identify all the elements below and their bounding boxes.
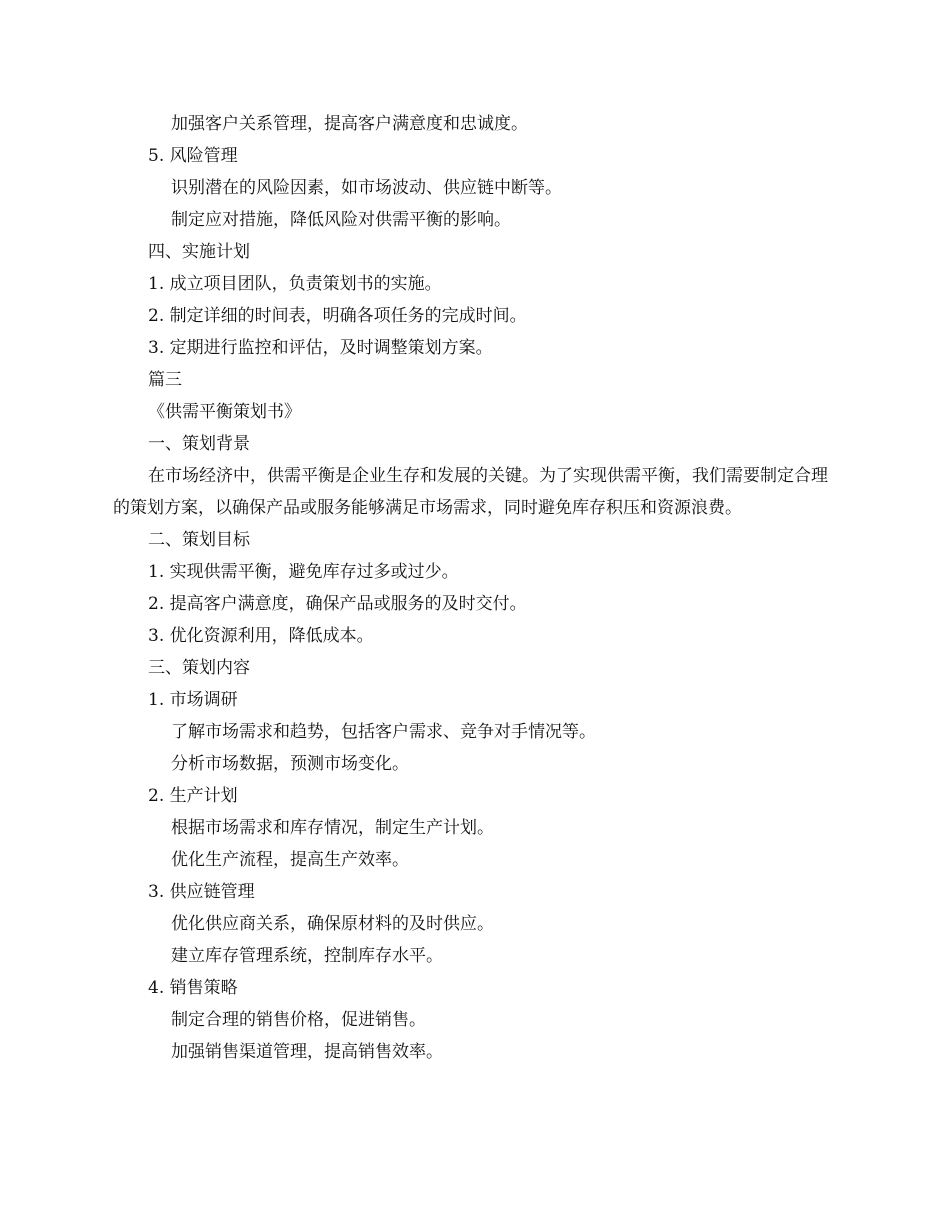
paragraph-supplier: 优化供应商关系，确保原材料的及时供应。 <box>171 914 494 934</box>
document-body <box>113 108 837 1068</box>
paragraph-production-flow: 优化生产流程，提高生产效率。 <box>171 850 409 870</box>
paragraph-risk-measures: 制定应对措施，降低风险对供需平衡的影响。 <box>171 210 511 230</box>
list-item-impl-2: 2. 制定详细的时间表，明确各项任务的完成时间。 <box>148 306 527 326</box>
paragraph-sales-price: 制定合理的销售价格，促进销售。 <box>171 1010 426 1030</box>
heading-content: 三、策划内容 <box>148 658 250 678</box>
list-item-objective-2: 2. 提高客户满意度，确保产品或服务的及时交付。 <box>148 594 527 614</box>
paragraph-crm: 加强客户关系管理，提高客户满意度和忠诚度。 <box>171 114 528 134</box>
heading-supply-chain: 3. 供应链管理 <box>148 882 255 902</box>
list-item-objective-1: 1. 实现供需平衡，避免库存过多或过少。 <box>148 562 459 582</box>
heading-sales-strategy: 4. 销售策略 <box>148 978 238 998</box>
list-item-impl-1: 1. 成立项目团队，负责策划书的实施。 <box>148 274 442 294</box>
heading-risk-management: 5. 风险管理 <box>148 146 238 166</box>
paragraph-market-data: 分析市场数据，预测市场变化。 <box>171 754 409 774</box>
paragraph-inventory: 建立库存管理系统，控制库存水平。 <box>171 946 443 966</box>
list-item-objective-3: 3. 优化资源利用，降低成本。 <box>148 626 374 646</box>
paragraph-background: 在市场经济中，供需平衡是企业生存和发展的关键。为了实现供需平衡，我们需要制定合理的策划方案，以确保产品或服务能够满足市场需求，同时避免库存积压和资源浪费。 <box>113 466 828 518</box>
section-label-part-three: 篇三 <box>148 370 182 390</box>
heading-production-plan: 2. 生产计划 <box>148 786 238 806</box>
paragraph-production-plan: 根据市场需求和库存情况，制定生产计划。 <box>171 818 494 838</box>
paragraph-market-demand: 了解市场需求和趋势，包括客户需求、竞争对手情况等。 <box>171 722 596 742</box>
heading-market-research: 1. 市场调研 <box>148 690 238 710</box>
paragraph-risk-identify: 识别潜在的风险因素，如市场波动、供应链中断等。 <box>171 178 562 198</box>
heading-objectives: 二、策划目标 <box>148 530 250 550</box>
paragraph-sales-channel: 加强销售渠道管理，提高销售效率。 <box>171 1042 443 1062</box>
list-item-impl-3: 3. 定期进行监控和评估，及时调整策划方案。 <box>148 338 493 358</box>
document-title: 《供需平衡策划书》 <box>148 402 301 422</box>
heading-implementation-plan: 四、实施计划 <box>148 242 250 262</box>
heading-background: 一、策划背景 <box>148 434 250 454</box>
